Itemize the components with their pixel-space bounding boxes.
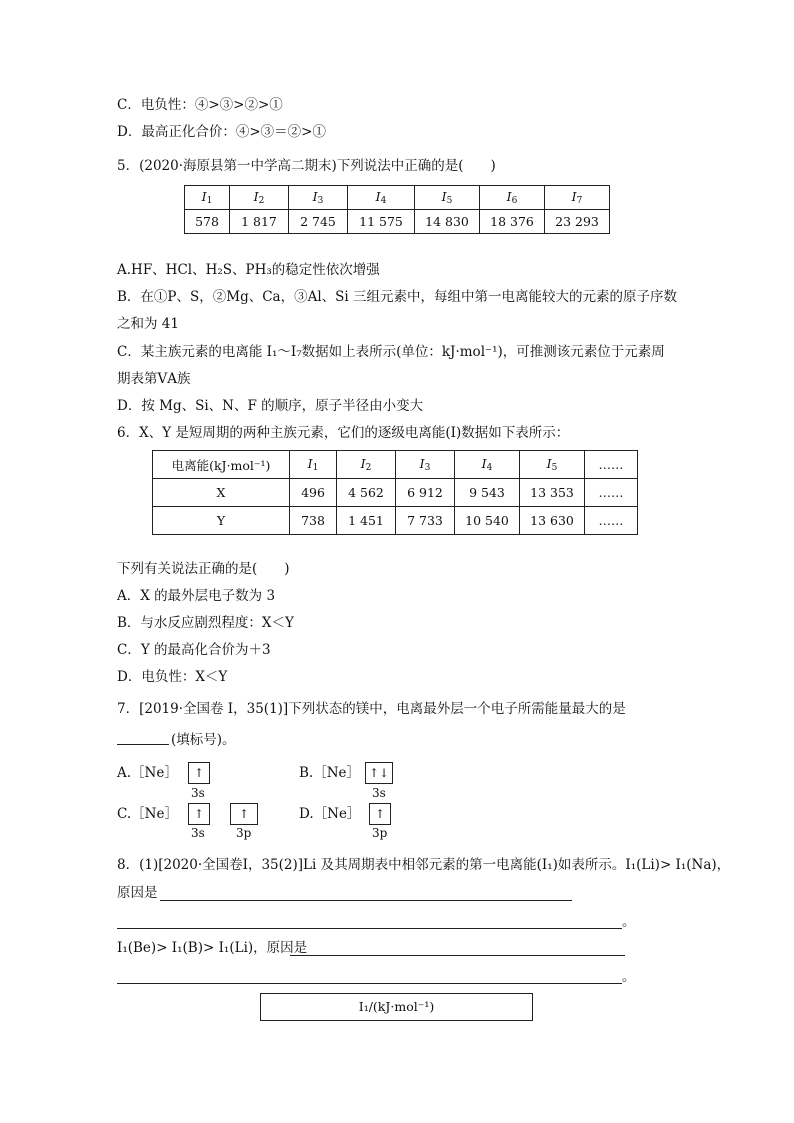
q6-ionization-table: [152, 450, 638, 535]
table-header-row: [153, 451, 638, 479]
q7-stem: 7．[2019·全国卷 Ⅰ，35(1)]下列状态的镁中，电离最外层一个电子所需能量最大的是: [117, 701, 626, 717]
q5-ionization-table: [184, 185, 610, 234]
table-header-cell: I5: [520, 451, 585, 479]
table-row: [153, 507, 638, 535]
table-cell: ……: [585, 479, 638, 507]
table-row: [185, 210, 610, 234]
table-header-cell: I7: [545, 186, 610, 210]
answer-blank[interactable]: [290, 955, 625, 956]
q5-option-b-line1: B．在①P、S，②Mg、Ca，③Al、Si 三组元素中，每组中第一电离能较大的元素的原子序数: [117, 289, 678, 305]
table-header-cell: I1: [185, 186, 230, 210]
table-header-cell: ……: [585, 451, 638, 479]
orbital-box-3p: [230, 803, 258, 825]
spin-up-arrow-icon: ↑: [374, 807, 386, 821]
orbital-box-3s: [365, 762, 393, 784]
q7-option-b-label: B.［Ne］: [299, 765, 361, 781]
orbital-label: 3s: [191, 786, 205, 800]
table-header-cell: I1: [290, 451, 337, 479]
answer-blank[interactable]: [117, 744, 169, 745]
table-header-cell: I3: [289, 186, 348, 210]
q8-table-header: I₁/(kJ·mol⁻¹): [260, 993, 533, 1021]
answer-blank[interactable]: [117, 928, 622, 929]
table-header-cell: I5: [415, 186, 480, 210]
q5-option-d: D．按 Mg、Si、N、F 的顺序，原子半径由小变大: [117, 398, 424, 414]
table-cell: 738: [290, 507, 337, 535]
table-cell: 11 575: [348, 210, 415, 234]
orbital-box-3s: [188, 803, 210, 825]
table-header-row: [185, 186, 610, 210]
q7-option-a-label: A.［Ne］: [117, 765, 178, 781]
q8-period1: 。: [622, 914, 636, 930]
q5-option-c-line2: 期表第ⅤA族: [117, 371, 191, 387]
q6-question: 下列有关说法正确的是( ): [117, 561, 290, 577]
orbital-label: 3p: [372, 826, 388, 840]
orbital-box-3p: [369, 803, 391, 825]
table-header-cell: I3: [396, 451, 455, 479]
table-cell: 14 830: [415, 210, 480, 234]
table-cell: 496: [290, 479, 337, 507]
q7-option-c-label: C.［Ne］: [117, 806, 178, 822]
table-cell: 4 562: [337, 479, 396, 507]
q8-line2: I₁(Be)> I₁(B)> I₁(Li)，原因是: [117, 940, 308, 956]
orbital-box-3s: [188, 762, 210, 784]
q5-option-c-line1: C．某主族元素的电离能 I₁～I₇数据如上表所示(单位：kJ·mol⁻¹)，可推测该元素位于元素周: [117, 344, 665, 360]
table-cell: 578: [185, 210, 230, 234]
table-header-cell: I2: [337, 451, 396, 479]
q5-stem: 5．(2020·海原县第一中学高二期末)下列说法中正确的是( ): [117, 158, 496, 174]
orbital-label: 3p: [236, 826, 252, 840]
table-cell: 23 293: [545, 210, 610, 234]
spin-up-arrow-icon: ↑: [193, 766, 205, 780]
answer-blank[interactable]: [117, 983, 622, 984]
q7-blank-suffix: (填标号)。: [171, 732, 236, 748]
answer-blank[interactable]: [160, 900, 572, 901]
q6-stem: 6．X、Y 是短周期的两种主族元素，它们的逐级电离能(I)数据如下表所示：: [117, 425, 570, 441]
table-cell: 7 733: [396, 507, 455, 535]
spin-up-arrow-icon: ↑: [193, 807, 205, 821]
q8-stem: 8．(1)[2020·全国卷Ⅰ，35(2)]Li 及其周期表中相邻元素的第一电离能(I₁)如表所示。I₁(Li)> I₁(Na)，: [117, 857, 731, 873]
table-cell: 9 543: [455, 479, 520, 507]
table-cell: 13 630: [520, 507, 585, 535]
table-cell: ……: [585, 507, 638, 535]
q5-option-b-line2: 之和为 41: [117, 316, 179, 332]
q6-option-a: A．X 的最外层电子数为 3: [117, 588, 276, 604]
spin-up-arrow-icon: ↑: [238, 807, 250, 821]
table-row: [153, 479, 638, 507]
table-header-cell: I6: [480, 186, 545, 210]
q4-option-c: C．电负性：④>③>②>①: [117, 97, 283, 113]
q8-reason1-label: 原因是: [117, 885, 158, 901]
table-cell: 13 353: [520, 479, 585, 507]
orbital-label: 3s: [191, 826, 205, 840]
q7-option-d-label: D.［Ne］: [299, 806, 361, 822]
table-header-cell: I4: [348, 186, 415, 210]
q6-option-b: B．与水反应剧烈程度：X＜Y: [117, 615, 294, 631]
table-cell: 1 817: [230, 210, 289, 234]
orbital-label: 3s: [372, 786, 386, 800]
q6-option-c: C．Y 的最高化合价为＋3: [117, 642, 271, 658]
table-header-cell: I4: [455, 451, 520, 479]
table-cell: 10 540: [455, 507, 520, 535]
table-header-cell: 电离能(kJ·mol⁻¹): [153, 451, 290, 479]
q5-option-a: A.HF、HCl、H₂S、PH₃的稳定性依次增强: [117, 262, 380, 278]
q6-option-d: D．电负性：X＜Y: [117, 669, 228, 685]
table-cell: Y: [153, 507, 290, 535]
table-cell: 1 451: [337, 507, 396, 535]
spin-pair-arrow-icon: ↑↓: [368, 766, 390, 780]
table-cell: 2 745: [289, 210, 348, 234]
q4-option-d: D．最高正化合价：④>③＝②>①: [117, 124, 326, 140]
table-header-cell: I2: [230, 186, 289, 210]
table-cell: 6 912: [396, 479, 455, 507]
table-cell: X: [153, 479, 290, 507]
q8-period2: 。: [622, 969, 636, 985]
table-cell: 18 376: [480, 210, 545, 234]
